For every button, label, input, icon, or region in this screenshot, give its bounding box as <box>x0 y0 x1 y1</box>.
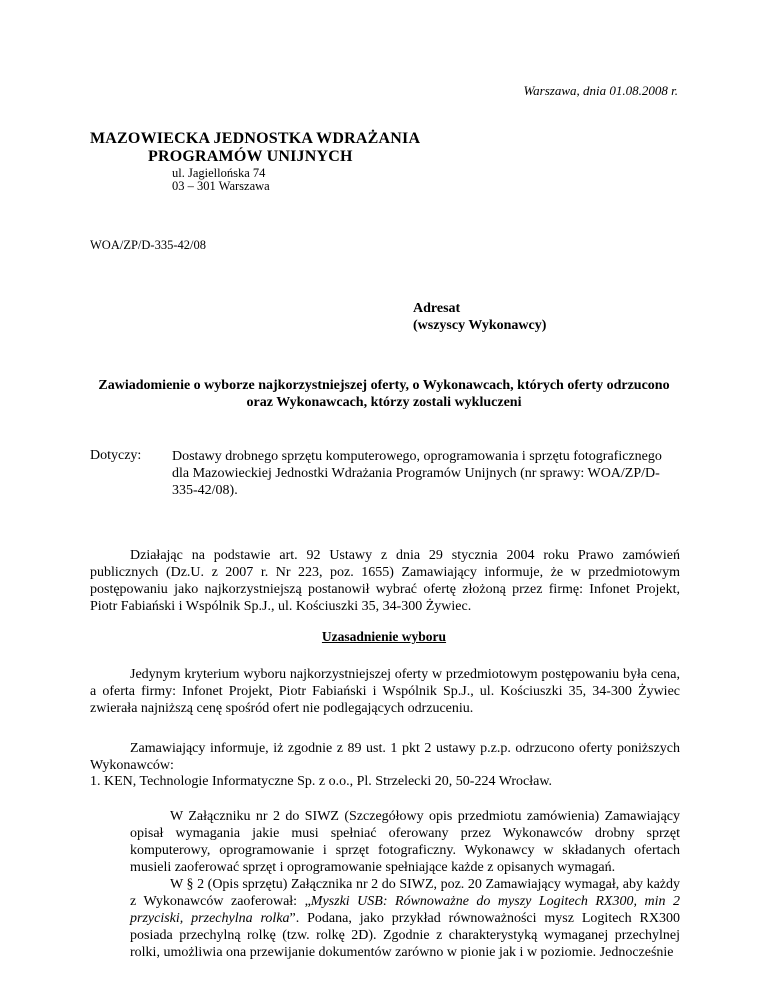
paragraph-mouse-text-before: W § 2 (Opis sprzętu) Załącznika nr 2 do SIWZ, poz. 20 Zamawiający wymagał, aby każdy z Wykonawców zaoferował: „ <box>130 877 680 909</box>
document-date: Warszawa, dnia 01.08.2008 r. <box>523 83 678 98</box>
organization-city: 03 – 301 Warszawa <box>172 179 270 193</box>
paragraph-requirements: W Załączniku nr 2 do SIWZ (Szczegółowy opis przedmiotu zamówienia) Zamawiający opisał wymagania jakie musi spełniać oferowany przez Wykonawców drobny sprzęt komputerowy, oprogramowanie i sprzęt fotograficzny. Wykonawcy w składanych ofertach musieli zaoferować sprzęt i oprogramowanie spełniające każde z opisanych wymagań. <box>130 809 680 875</box>
organization-street: ul. Jagiellońska 74 <box>172 166 266 180</box>
paragraph-mouse-text-after: ”. Podana, jako przykład równoważności mysz Logitech RX300 posiada przechylną rolkę (tzw. rolkę 2D). Zgodnie z charakterystyką wymaganej przechylnej rolki, umożliwia ona przewijanie dokumentów zarówno w pionie jak i w poziomie. Jednocześnie <box>130 911 680 960</box>
paragraph-justification: Jedynym kryterium wyboru najkorzystniejszej oferty w przedmiotowym postępowaniu była cena, a oferta firmy: Infonet Projekt, Piotr Fabiański i Wspólnik Sp.J., ul. Kościuszki 35, 34-300 Żywiec zwierała najniższą cenę spośród ofert nie podlegających odrzuceniu. <box>90 667 680 716</box>
recipient-label: Adresat <box>413 301 461 316</box>
paragraph-rejected-offers: Zamawiający informuje, iż zgodnie z 89 ust. 1 pkt 2 ustawy p.z.p. odrzucono oferty poniższych Wykonawców: <box>90 741 680 773</box>
justification-heading: Uzasadnienie wyboru <box>321 629 447 644</box>
organization-name-line2: PROGRAMÓW UNIJNYCH <box>148 148 353 165</box>
paragraph-legal-basis: Działając na podstawie art. 92 Ustawy z dnia 29 stycznia 2004 roku Prawo zamówień publicznych (Dz.U. z 2007 r. Nr 223, poz. 1655) Zamawiający informuje, że w przedmiotowym postępowaniu jako najkorzystniejszą postanowił wybrać ofertę złożoną przez firmę: Infonet Projekt, Piotr Fabiański i Wspólnik Sp.J., ul. Kościuszki 35, 34-300 Żywiec. <box>90 548 680 614</box>
organization-name-line1: MAZOWIECKA JEDNOSTKA WDRAŻANIA <box>90 130 421 147</box>
regarding-text: Dostawy drobnego sprzętu komputerowego, oprogramowania i sprzętu fotograficznego dla Mazowieckiej Jednostki Wdrażania Programów Unijnych (nr sprawy: WOA/ZP/D-335-42/08). <box>172 449 662 498</box>
regarding-label: Dotyczy: <box>90 448 142 463</box>
reference-number: WOA/ZP/D-335-42/08 <box>90 238 206 252</box>
recipient-value: (wszyscy Wykonawcy) <box>413 318 547 333</box>
mouse-requirement-quote: Myszki USB: Równoważne do myszy Logitech RX300, min 2 przyciski, przechylna rolka <box>130 894 680 926</box>
paragraph-mouse-requirement <box>130 876 680 961</box>
notice-subject: Zawiadomienie o wyborze najkorzystniejszej oferty, o Wykonawcach, których oferty odrzucono oraz Wykonawcach, którzy zostali wykluczeni <box>98 378 670 410</box>
rejected-offer-item: 1. KEN, Technologie Informatyczne Sp. z o.o., Pl. Strzelecki 20, 50-224 Wrocław. <box>90 774 553 789</box>
